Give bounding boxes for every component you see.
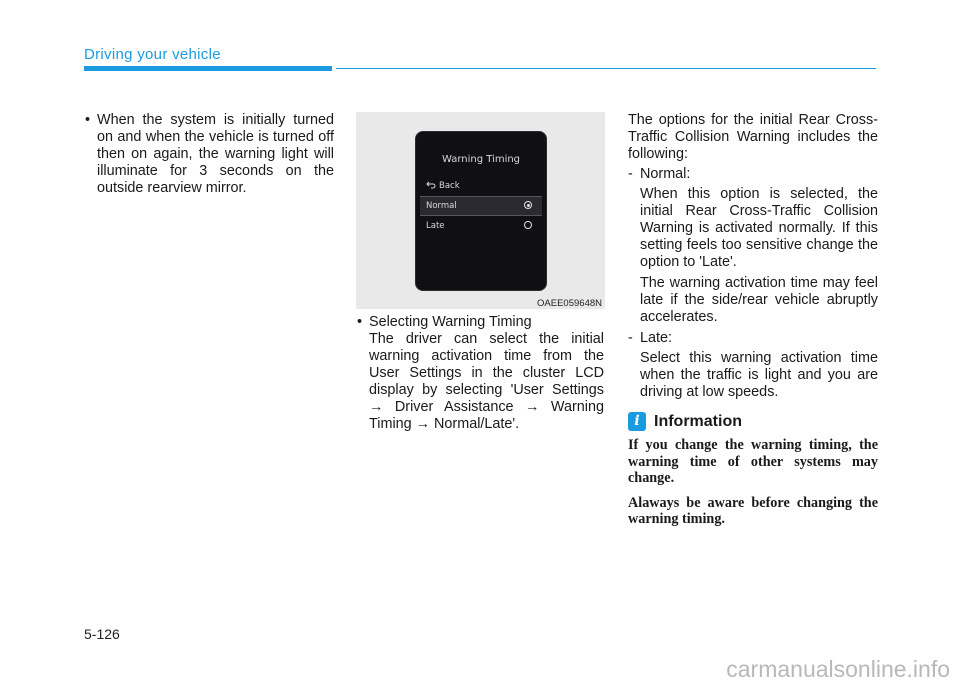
column-1 — [84, 112, 334, 197]
section-title: Driving your vehicle — [84, 46, 221, 63]
normal-paragraph-2: The warning activation time may feel late if the side/rear vehicle abruptly accelerates. — [640, 275, 878, 325]
radio-unselected-icon — [524, 221, 532, 229]
normal-label: Normal: — [640, 166, 691, 182]
option-late-heading — [628, 330, 878, 347]
info-icon: i — [628, 412, 646, 431]
back-item — [426, 181, 460, 191]
figure-code: OAEE059648N — [537, 298, 602, 309]
information-body — [628, 437, 878, 528]
bullet-heading — [356, 314, 604, 331]
late-label: Late: — [640, 330, 673, 346]
option-normal-label: Normal — [426, 201, 457, 211]
radio-selected-icon — [524, 201, 532, 209]
selecting-body: The driver can select the initial warning activation time from the User Settings in the cluster LCD display by selecting 'User Settings → Driver Assistance → Warning Timing → Normal/Late'. — [369, 331, 604, 432]
dash: - — [628, 166, 633, 182]
page-number: 5-126 — [84, 626, 120, 642]
information-paragraph-1: If you change the warning timing, the warning time of other systems may change. — [628, 437, 878, 486]
normal-paragraph-1: When this option is selected, the initial Rear Cross-Traffic Collision Warning is activated normally. If this setting feels too sensitive change the option to 'Late'. — [640, 186, 878, 270]
column-2 — [356, 314, 604, 433]
option-late-label: Late — [426, 221, 445, 231]
late-paragraph: Select this warning activation time when the traffic is light and you are driving at low speeds. — [640, 350, 878, 400]
column-3 — [628, 112, 878, 401]
option-late — [420, 217, 542, 235]
bullet-text: When the system is initially turned on and when the vehicle is turned off then on again, the warning light will illuminate for 3 seconds on the outside rearview mirror. — [97, 112, 334, 196]
options-intro: The options for the initial Rear Cross-Traffic Collision Warning includes the following: — [628, 112, 878, 162]
section-rule-thick — [84, 66, 332, 71]
bullet-heading-text: Selecting Warning Timing — [369, 314, 532, 330]
information-title: Information — [654, 413, 742, 430]
option-normal — [420, 196, 542, 216]
watermark: carmanualsonline.info — [726, 656, 950, 682]
option-normal-heading — [628, 166, 878, 183]
information-paragraph-2: Alaways be aware before changing the warning timing. — [628, 494, 878, 527]
screen-title: Warning Timing — [441, 154, 521, 165]
warning-timing-figure — [356, 112, 605, 309]
back-label: Back — [439, 181, 460, 191]
cluster-lcd-screen — [416, 132, 546, 290]
bullet-dot: • — [357, 314, 363, 330]
bullet-dot: • — [85, 112, 91, 128]
back-arrow-icon — [426, 181, 436, 189]
dash: - — [628, 330, 633, 346]
bullet-item — [84, 112, 334, 197]
section-rule-thin — [336, 68, 876, 69]
